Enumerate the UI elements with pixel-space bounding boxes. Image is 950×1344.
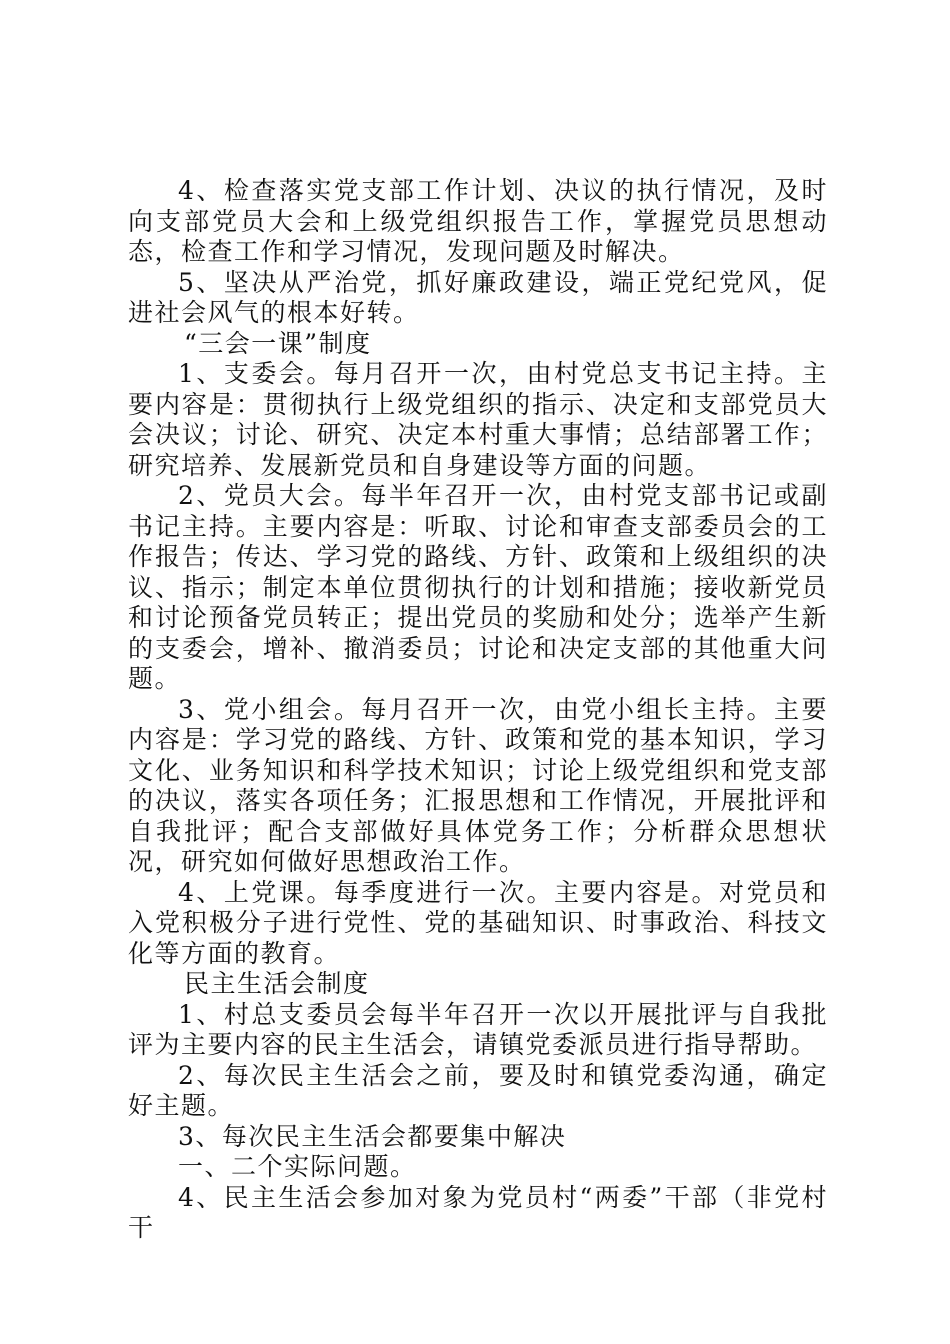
paragraph-item-5-discipline: 5、坚决从严治党，抓好廉政建设，端正党纪党风，促进社会风气的根本好转。 xyxy=(128,267,828,327)
paragraph-democratic-life-2: 2、每次民主生活会之前，要及时和镇党委沟通，确定好主题。 xyxy=(128,1060,828,1120)
paragraph-democratic-life-3: 3、每次民主生活会都要集中解决 xyxy=(178,1121,567,1151)
paragraph-item-4-check: 4、检查落实党支部工作计划、决议的执行情况，及时向支部党员大会和上级党组织报告工作，掌握党员思想动态，检查工作和学习情况，发现问题及时解决。 xyxy=(128,176,828,266)
paragraph-party-member-assembly: 2、党员大会。每半年召开一次，由村党支部书记或副书记主持。主要内容是：听取、讨论和审查支部委员会的工作报告；传达、学习党的路线、方针、政策和上级组织的决议、指示；制定本单位贯彻执行的计划和措施；接收新党员和讨论预备党员转正；提出党员的奖励和处分；选举产生新的支委会，增补、撤消委员；讨论和决定支部的其他重大问题。 xyxy=(128,481,828,693)
section-heading-democratic-life: 民主生活会制度 xyxy=(184,969,370,998)
paragraph-democratic-life-4: 4、民主生活会参加对象为党员村“两委”干部（非党村干 xyxy=(128,1182,828,1242)
paragraph-democratic-life-1: 1、村总支委员会每半年召开一次以开展批评与自我批评为主要内容的民主生活会，请镇党委派员进行指导帮助。 xyxy=(128,999,828,1059)
section-heading-three-meetings: “三会一课”制度 xyxy=(184,328,372,358)
document-page xyxy=(128,176,828,1244)
paragraph-party-group-meeting: 3、党小组会。每月召开一次，由党小组长主持。主要内容是：学习党的路线、方针、政策和党的基本知识，学习文化、业务知识和科学技术知识；讨论上级党组织和党支部的决议，落实各项任务；汇报思想和工作情况，开展批评和自我批评；配合支部做好具体党务工作；分析群众思想状况，研究如何做好思想政治工作。 xyxy=(128,694,828,876)
paragraph-democratic-life-3-cont: 一、二个实际问题。 xyxy=(178,1152,417,1181)
paragraph-branch-committee-meeting: 1、支委会。每月召开一次，由村党总支书记主持。主要内容是：贯彻执行上级党组织的指示、决定和支部党员大会决议；讨论、研究、决定本村重大事情；总结部署工作；研究培养、发展新党员和自身建设等方面的问题。 xyxy=(128,359,828,480)
paragraph-party-lecture: 4、上党课。每季度进行一次。主要内容是。对党员和入党积极分子进行党性、党的基础知识、时事政治、科技文化等方面的教育。 xyxy=(128,877,828,968)
